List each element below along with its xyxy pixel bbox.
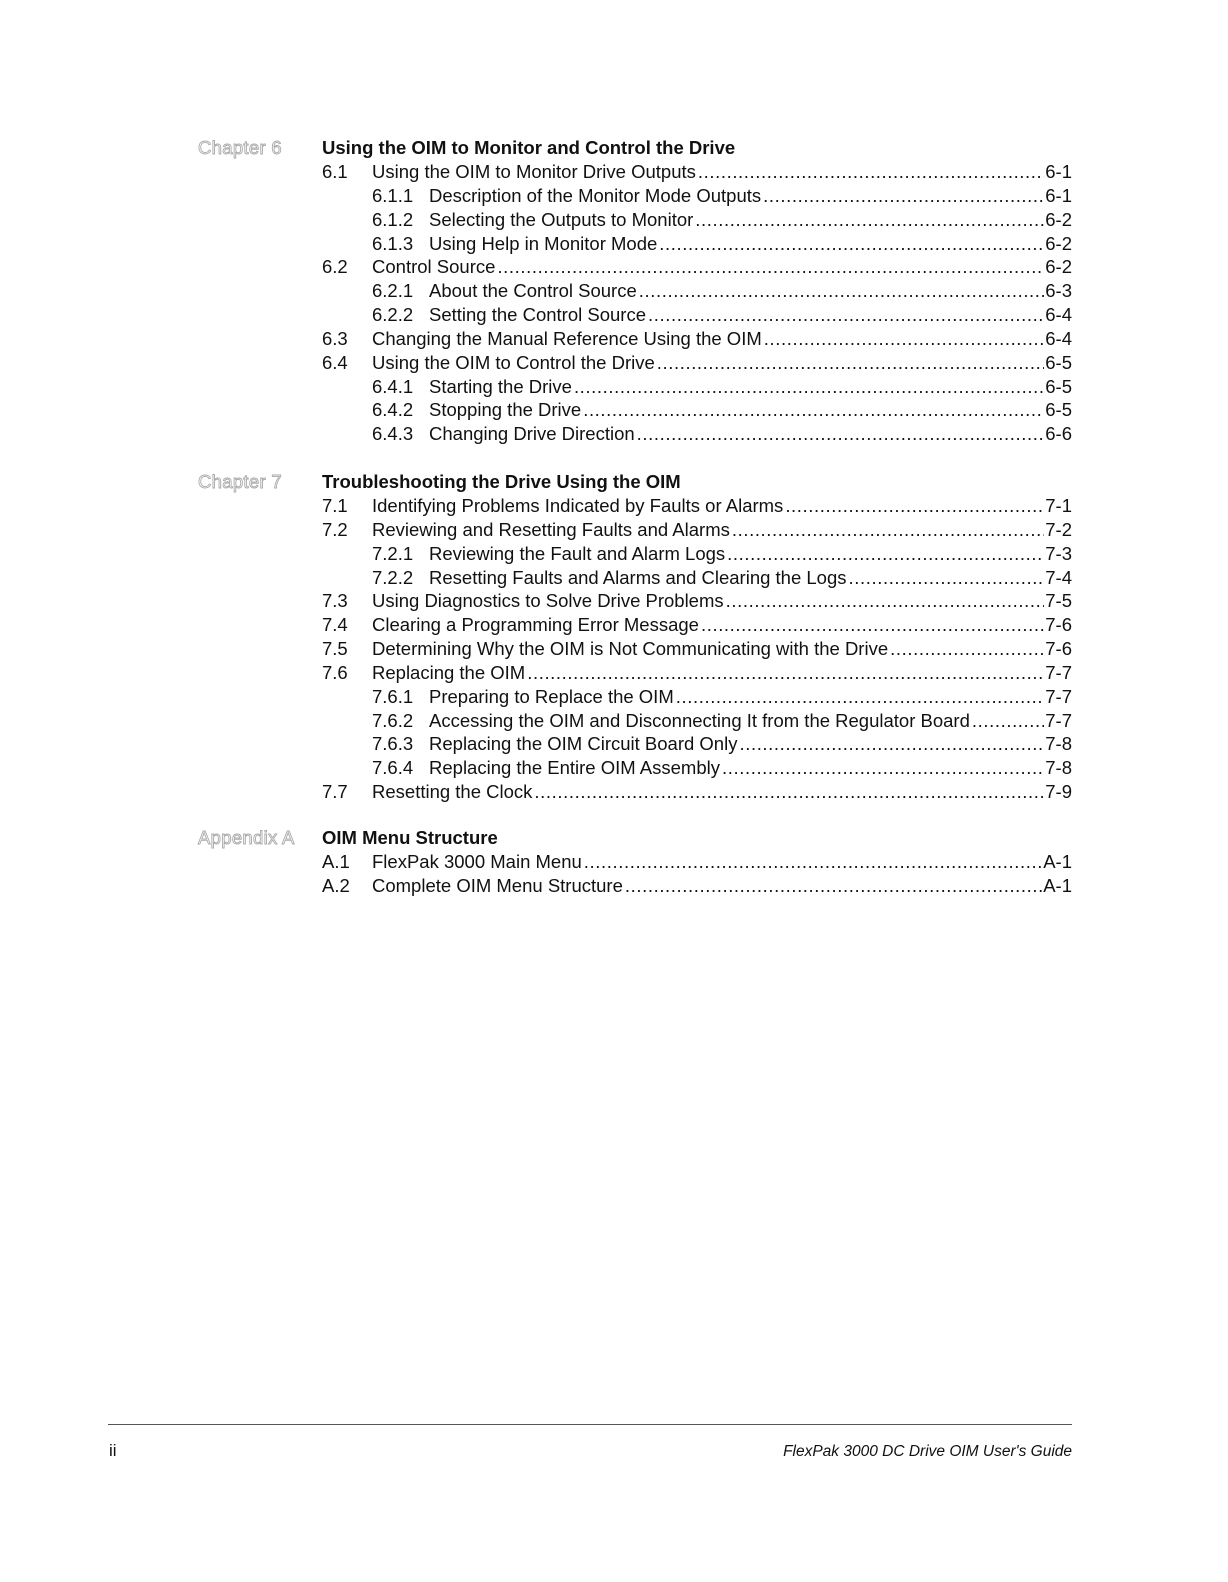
- chapter-label: Appendix A: [198, 827, 295, 848]
- toc-entry[interactable]: [322, 637, 1072, 661]
- toc-entry[interactable]: [322, 160, 1072, 184]
- footer-divider: [108, 1424, 1072, 1425]
- toc-entry-list: [322, 850, 1072, 898]
- page-ref: 7-4: [1045, 566, 1072, 588]
- section-number: 7.4: [322, 614, 348, 636]
- section-number: A.1: [322, 851, 350, 872]
- dot-leader: [698, 160, 1044, 184]
- dot-leader: [722, 756, 1044, 780]
- page-ref: 7-8: [1045, 757, 1072, 779]
- dot-leader: [785, 494, 1044, 518]
- dot-leader: [726, 589, 1045, 613]
- toc-entry[interactable]: [322, 232, 1072, 256]
- section-number: 6.3: [322, 327, 348, 349]
- page-ref: 6-2: [1045, 232, 1072, 254]
- section-title: Using Help in Monitor Mode: [429, 232, 658, 254]
- dot-leader: [637, 422, 1045, 446]
- dot-leader: [574, 375, 1044, 399]
- toc-entry[interactable]: [322, 494, 1072, 518]
- chapter-title: OIM Menu Structure: [322, 827, 498, 848]
- page-ref: A-1: [1043, 851, 1072, 872]
- page-ref: 7-6: [1045, 638, 1072, 660]
- page-ref: 6-3: [1045, 280, 1072, 302]
- dot-leader: [527, 661, 1044, 685]
- toc-entry-list: [322, 494, 1072, 804]
- toc-entry[interactable]: [322, 613, 1072, 637]
- dot-leader: [764, 327, 1045, 351]
- chapter-label: Chapter 7: [198, 471, 282, 492]
- section-title: Using the OIM to Control the Drive: [372, 351, 655, 373]
- toc-entry[interactable]: [322, 542, 1072, 566]
- section-number: 6.4.1: [372, 375, 414, 397]
- section-number: 6.4.2: [372, 399, 414, 421]
- page-ref: 6-5: [1045, 399, 1072, 421]
- page-ref: 6-4: [1045, 304, 1072, 326]
- page-ref: 7-7: [1045, 661, 1072, 683]
- dot-leader: [659, 232, 1044, 256]
- page-ref: 7-7: [1045, 685, 1072, 707]
- section-number: 7.2.2: [372, 566, 414, 588]
- section-title: Preparing to Replace the OIM: [429, 685, 674, 707]
- section-number: 7.6: [322, 661, 348, 683]
- section-title: Changing Drive Direction: [429, 423, 635, 445]
- section-number: 6.2: [322, 256, 348, 278]
- dot-leader: [534, 780, 1044, 804]
- section-number: 7.7: [322, 781, 348, 803]
- dot-leader: [739, 732, 1044, 756]
- section-title: Changing the Manual Reference Using the OIM: [372, 327, 762, 349]
- section-title: Starting the Drive: [429, 375, 572, 397]
- section-number: 6.1.2: [372, 208, 414, 230]
- section-title: About the Control Source: [429, 280, 637, 302]
- toc-entry-list: [322, 160, 1072, 446]
- dot-leader: [763, 184, 1044, 208]
- page-ref: 7-3: [1045, 542, 1072, 564]
- dot-leader: [657, 351, 1045, 375]
- dot-leader: [497, 255, 1044, 279]
- page-ref: 7-5: [1045, 590, 1072, 612]
- section-title: Description of the Monitor Mode Outputs: [429, 184, 762, 206]
- toc-entry[interactable]: [322, 422, 1072, 446]
- toc-entry[interactable]: [322, 661, 1072, 685]
- section-title: Complete OIM Menu Structure: [372, 874, 623, 896]
- document-title: FlexPak 3000 DC Drive OIM User's Guide: [783, 1443, 1072, 1460]
- page-ref: 7-7: [1045, 709, 1072, 731]
- section-number: 6.2.1: [372, 280, 414, 302]
- section-title: Determining Why the OIM is Not Communicating with the Drive: [372, 638, 889, 660]
- toc-entry[interactable]: [322, 566, 1072, 590]
- page-ref: 6-1: [1045, 161, 1072, 182]
- toc-entry[interactable]: [322, 398, 1072, 422]
- section-number: 7.2.1: [372, 542, 414, 564]
- page-number: ii: [109, 1441, 117, 1460]
- page-ref: 6-5: [1045, 375, 1072, 397]
- page-ref: 6-1: [1045, 184, 1072, 206]
- dot-leader: [701, 613, 1044, 637]
- page-ref: 6-2: [1045, 256, 1072, 278]
- section-number: 7.1: [322, 495, 348, 516]
- toc-entry[interactable]: [322, 850, 1072, 874]
- page-ref: 7-6: [1045, 614, 1072, 636]
- section-title: Stopping the Drive: [429, 399, 582, 421]
- section-title: Reviewing the Fault and Alarm Logs: [429, 542, 726, 564]
- toc-entry[interactable]: [322, 518, 1072, 542]
- toc-entry[interactable]: [322, 303, 1072, 327]
- toc-entry[interactable]: [322, 685, 1072, 709]
- section-title: Resetting Faults and Alarms and Clearing the Logs: [429, 566, 847, 588]
- toc-entry[interactable]: [322, 255, 1072, 279]
- page-ref: 6-5: [1045, 351, 1072, 373]
- page-ref: 6-6: [1045, 423, 1072, 445]
- section-number: 7.2: [322, 518, 348, 540]
- page-ref: A-1: [1043, 874, 1072, 896]
- section-number: 6.4: [322, 351, 348, 373]
- section-title: Replacing the OIM Circuit Board Only: [429, 733, 738, 755]
- section-title: Clearing a Programming Error Message: [372, 614, 699, 636]
- section-title: Identifying Problems Indicated by Faults or Alarms: [372, 495, 784, 516]
- page-ref: 7-1: [1045, 495, 1072, 516]
- page-ref: 7-8: [1045, 733, 1072, 755]
- toc-entry[interactable]: [322, 327, 1072, 351]
- page-ref: 7-2: [1045, 518, 1072, 540]
- section-number: 7.6.1: [372, 685, 414, 707]
- section-title: Replacing the OIM: [372, 661, 526, 683]
- page-ref: 7-9: [1045, 781, 1072, 803]
- section-title: Using the OIM to Monitor Drive Outputs: [372, 161, 696, 182]
- dot-leader: [584, 850, 1042, 874]
- section-number: 7.6.3: [372, 733, 414, 755]
- dot-leader: [890, 637, 1044, 661]
- section-number: 6.4.3: [372, 423, 414, 445]
- toc-entry[interactable]: [322, 756, 1072, 780]
- chapter-label: Chapter 6: [198, 137, 282, 158]
- section-number: 7.6.4: [372, 757, 414, 779]
- toc-entry[interactable]: [322, 375, 1072, 399]
- section-number: 7.3: [322, 590, 348, 612]
- toc-entry[interactable]: [322, 279, 1072, 303]
- section-title: Selecting the Outputs to Monitor: [429, 208, 694, 230]
- chapter-title: Troubleshooting the Drive Using the OIM: [322, 471, 681, 492]
- toc-entry[interactable]: [322, 351, 1072, 375]
- dot-leader: [849, 566, 1045, 590]
- section-title: Replacing the Entire OIM Assembly: [429, 757, 720, 779]
- toc-entry[interactable]: [322, 780, 1072, 804]
- dot-leader: [639, 279, 1045, 303]
- section-title: Reviewing and Resetting Faults and Alarms: [372, 518, 730, 540]
- page-ref: 6-4: [1045, 327, 1072, 349]
- section-title: FlexPak 3000 Main Menu: [372, 851, 582, 872]
- section-number: 6.1.1: [372, 184, 414, 206]
- section-title: Control Source: [372, 256, 496, 278]
- section-title: Using Diagnostics to Solve Drive Problems: [372, 590, 724, 612]
- section-title: Accessing the OIM and Disconnecting It from the Regulator Board: [429, 709, 970, 731]
- toc-entry[interactable]: [322, 589, 1072, 613]
- toc-entry[interactable]: [322, 208, 1072, 232]
- dot-leader: [732, 518, 1044, 542]
- dot-leader: [648, 303, 1044, 327]
- section-title: Setting the Control Source: [429, 304, 646, 326]
- page-ref: 6-2: [1045, 208, 1072, 230]
- toc-entry[interactable]: [322, 732, 1072, 756]
- section-number: 7.5: [322, 638, 348, 660]
- toc-entry[interactable]: [322, 709, 1072, 733]
- section-number: 6.1: [322, 161, 348, 182]
- dot-leader: [625, 874, 1042, 898]
- chapter-title: Using the OIM to Monitor and Control the Drive: [322, 137, 736, 158]
- dot-leader: [727, 542, 1044, 566]
- section-title: Resetting the Clock: [372, 781, 533, 803]
- section-number: 6.1.3: [372, 232, 414, 254]
- dot-leader: [972, 709, 1044, 733]
- toc-entry[interactable]: [322, 184, 1072, 208]
- dot-leader: [583, 398, 1044, 422]
- section-number: 7.6.2: [372, 709, 414, 731]
- toc-entry[interactable]: [322, 874, 1072, 898]
- section-number: A.2: [322, 874, 350, 896]
- dot-leader: [676, 685, 1045, 709]
- section-number: 6.2.2: [372, 304, 414, 326]
- dot-leader: [695, 208, 1044, 232]
